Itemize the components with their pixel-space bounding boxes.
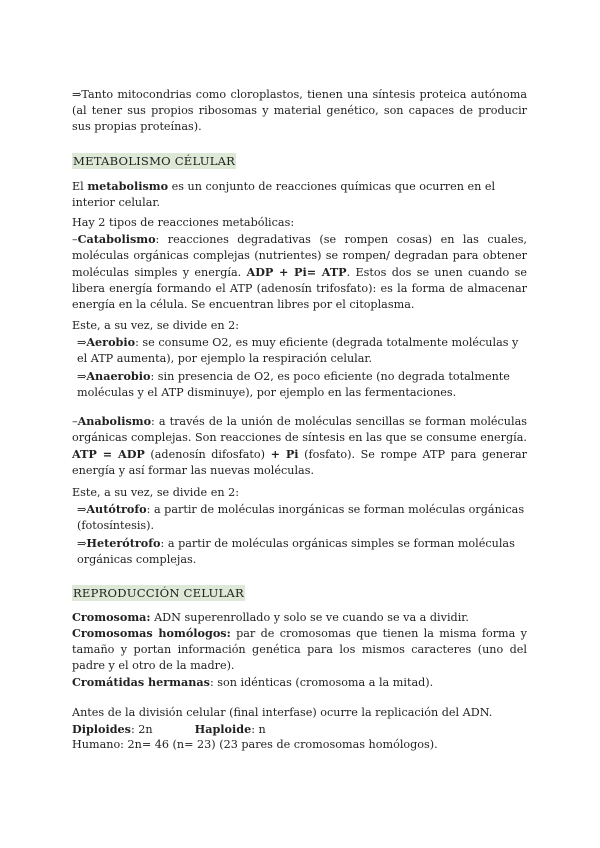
- anabolismo-paragraph: –Anabolismo: a través de la unión de moléculas sencillas se forman moléculas orgánicas complejas. Son reacciones de síntesis en las que se consume energía. ATP = ADP (adenosín difosfato) + Pi (fosfato). Se rompe ATP para generar energía y así formar las nuevas moléculas.: [72, 414, 527, 477]
- types-intro: Hay 2 tipos de reacciones metabólicas:: [72, 216, 295, 229]
- arrow-icon: ⇒: [77, 336, 87, 349]
- catabolismo-divide: Este, a su vez, se divide en 2:: [72, 319, 239, 332]
- ploidy-line: Diploides: 2n Haploide: n: [72, 722, 266, 736]
- arrow-icon: ⇒: [72, 88, 82, 101]
- catabolismo-paragraph: –Catabolismo: reacciones degradativas (se rompen cosas) en las cuales, moléculas orgánicas complejas (nutrientes) se rompen/ degradan para obtener moléculas simples y energía. ADP + Pi= ATP. Estos dos se unen cuando se libera energía formando el ATP (adenosín trifosfato): es la forma de almacenar energía en la célula. Se encuentran libres por el citoplasma.: [72, 232, 527, 311]
- anaerobio-item: ⇒Anaerobio: sin presencia de O2, es poco eficiente (no degrada totalmente moléculas y el ATP disminuye), por ejemplo en las fermentaciones.: [77, 369, 510, 399]
- section-heading-reproduccion: REPRODUCCIÓN CELULAR: [73, 586, 244, 600]
- arrow-icon: ⇒: [77, 537, 87, 550]
- replicacion-line: Antes de la división celular (final interfase) ocurre la replicación del ADN.: [72, 706, 493, 719]
- heterotrofo-item: ⇒Heterótrofo: a partir de moléculas orgánicas simples se forman moléculas orgánicas complejas.: [77, 536, 515, 566]
- homologos-definition: Cromosomas homólogos: par de cromosomas que tienen la misma forma y tamaño y portan información genética para los mismos caracteres (uno del padre y el otro de la madre).: [72, 626, 527, 672]
- autotrofo-item: ⇒Autótrofo: a partir de moléculas inorgánicas se forman moléculas orgánicas (fotosíntesis).: [77, 502, 525, 532]
- arrow-icon: ⇒: [77, 503, 87, 516]
- intro-paragraph: ⇒Tanto mitocondrias como cloroplastos, tienen una síntesis proteica autónoma (al tener sus propios ribosomas y material genético, son capaces de producir sus propias proteínas).: [72, 88, 527, 133]
- arrow-icon: ⇒: [77, 370, 87, 383]
- humano-line: Humano: 2n= 46 (n= 23) (23 pares de cromosomas homólogos).: [72, 738, 438, 751]
- anabolismo-divide: Este, a su vez, se divide en 2:: [72, 486, 239, 499]
- aerobio-item: ⇒Aerobio: se consume O2, es muy eficiente (degrada totalmente moléculas y el ATP aumenta), por ejemplo la respiración celular.: [77, 335, 519, 365]
- cromosoma-definition: Cromosoma: ADN superenrollado y solo se ve cuando se va a dividir.: [72, 610, 469, 624]
- section-heading-metabolismo: METABOLISMO CÉLULAR: [73, 154, 236, 168]
- hermanas-definition: Cromátidas hermanas: son idénticas (cromosoma a la mitad).: [72, 675, 434, 689]
- metabolismo-definition: El metabolismo es un conjunto de reacciones químicas que ocurren en el interior celular.: [72, 179, 496, 209]
